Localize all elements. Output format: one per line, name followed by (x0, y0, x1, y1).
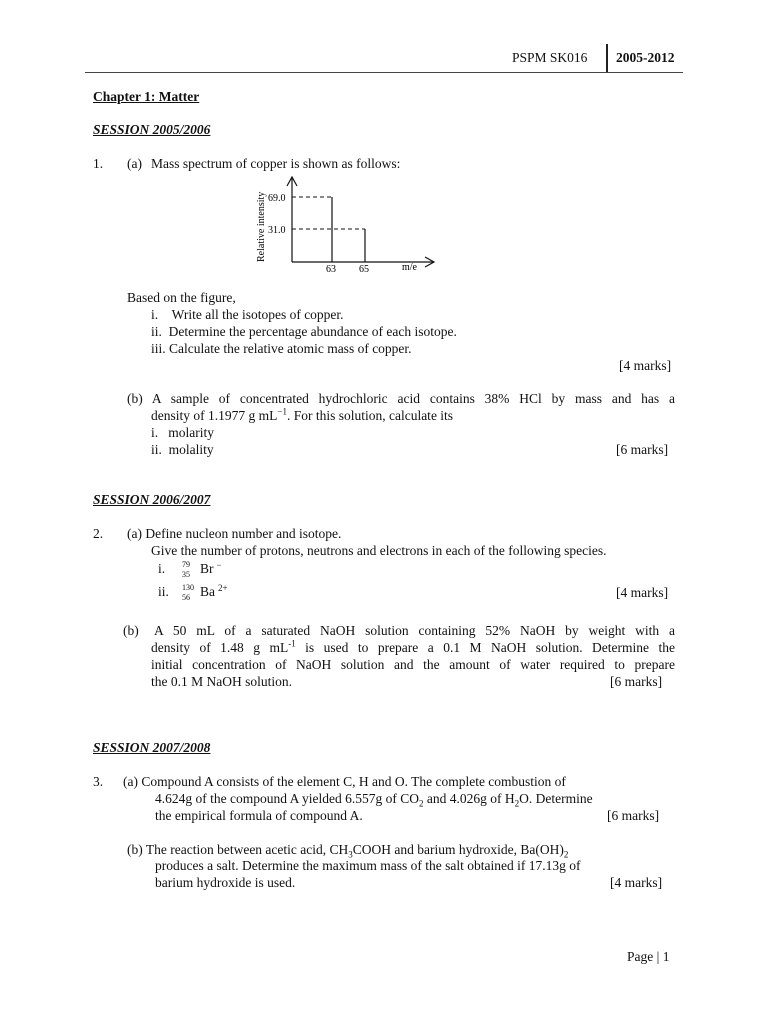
q2b-line2-post: is used to prepare a 0.1 M NaOH solution. Determine the (295, 640, 675, 655)
species-ba-symbol: Ba (200, 584, 215, 600)
q1-item-3: iii. Calculate the relative atomic mass of copper. (151, 341, 412, 356)
q3a-line2 (155, 791, 593, 809)
q3a-line3: the empirical formula of compound A. (155, 808, 363, 823)
x-tick-65: 65 (359, 264, 369, 275)
q2b-line2-sup: -1 (288, 638, 296, 649)
species-br-symbol: Br (200, 561, 214, 577)
species-br (158, 560, 222, 580)
species-br-mass: 79 (182, 560, 190, 569)
header-years: 2005-2012 (616, 50, 675, 65)
species-br-charge: − (216, 559, 222, 570)
q1-based-text: Based on the figure, (127, 290, 236, 305)
q3b-marks: [4 marks] (610, 875, 663, 890)
q1b-line2-sup: −1 (277, 406, 287, 417)
q3b-line1 (127, 842, 569, 860)
q1-item-2: ii. Determine the percentage abundance of each isotope. (151, 324, 457, 339)
species-br-numbers (182, 560, 198, 580)
q3b-line2: produces a salt. Determine the maximum mass of the salt obtained if 17.13g of (155, 858, 581, 873)
q3b-line1-p2: COOH and barium hydroxide, Ba(OH) (352, 842, 564, 857)
species-ba-numbers (182, 583, 198, 603)
header-rule (85, 72, 683, 73)
q3a-line2-p3: O. Determine (519, 791, 593, 806)
q1b-line2-post: . For this solution, calculate its (286, 408, 454, 423)
q3b-line3: barium hydroxide is used. (155, 875, 296, 890)
q1a-marks: [4 marks] (619, 358, 672, 373)
species-ba-mass: 130 (182, 583, 194, 592)
x-tick-63: 63 (326, 264, 336, 275)
species-br-atomic: 35 (182, 570, 190, 579)
q2-number: 2. (93, 526, 104, 541)
q1b-item-2: ii. molality (151, 442, 214, 457)
chapter-title: Chapter 1: Matter (93, 89, 200, 104)
q1b-line1: (b) A sample of concentrated hydrochloric acid contains 38% HCl by mass and has a (127, 391, 675, 406)
q1b-item-1: i. molarity (151, 425, 214, 440)
y-tick-31: 31.0 (268, 225, 286, 236)
y-tick-69: 69.0 (268, 193, 286, 204)
q3a-line2-s2: 2 (514, 798, 520, 809)
q3a-line2-p2: and 4.026g of H (423, 791, 515, 806)
q1-number: 1. (93, 156, 104, 171)
session-heading-1: SESSION 2005/2006 (93, 122, 211, 137)
q3a-line1: (a) Compound A consists of the element C, H and O. The complete combustion of (123, 774, 566, 789)
species-ba-atomic: 56 (182, 593, 190, 602)
y-axis-label: Relative intensity (256, 191, 267, 262)
x-axis-label: m/e (402, 262, 417, 273)
q2a-line1: (a) Define nucleon number and isotope. (127, 526, 342, 541)
q1b-line2-pre: density of 1.1977 g mL (151, 408, 278, 423)
q3a-marks: [6 marks] (607, 808, 660, 823)
q2b-line2-pre: density of 1.48 g mL (151, 640, 289, 655)
q1b-line2 (151, 406, 454, 423)
header-code: PSPM SK016 (512, 50, 588, 65)
species-br-label: i. (158, 561, 166, 577)
q3-number: 3. (93, 774, 104, 789)
mass-spectrum-figure (250, 172, 440, 277)
q1a-label: (a) (127, 156, 142, 171)
q1b-marks: [6 marks] (616, 442, 669, 457)
q3b-line1-s1: 3 (348, 849, 353, 860)
q3a-line2-s1: 2 (418, 798, 424, 809)
q2b-marks: [6 marks] (610, 674, 663, 689)
q1-item-3-text: Calculate the relative atomic mass of copper. (169, 341, 412, 356)
q3a-line2-p1: 4.624g of the compound A yielded 6.557g of CO (155, 791, 419, 806)
q2b-line2 (151, 638, 675, 655)
header-divider (606, 44, 608, 73)
q1-item-2-text: Determine the percentage abundance of each isotope. (168, 324, 457, 339)
q1-item-1: i. Write all the isotopes of copper. (151, 307, 344, 322)
species-ba-charge: 2+ (218, 582, 228, 593)
session-heading-3: SESSION 2007/2008 (93, 740, 211, 755)
q1-item-1-text: Write all the isotopes of copper. (171, 307, 344, 322)
species-ba (158, 583, 228, 603)
q2b-line3: initial concentration of NaOH solution and the amount of water required to prepare (151, 657, 675, 672)
q1a-text: Mass spectrum of copper is shown as follows: (151, 156, 401, 171)
q2a-marks: [4 marks] (616, 585, 669, 600)
species-ba-label: ii. (158, 584, 169, 600)
page-number: Page | 1 (627, 949, 670, 964)
q2a-line2: Give the number of protons, neutrons and electrons in each of the following species. (151, 543, 607, 558)
session-heading-2: SESSION 2006/2007 (93, 492, 211, 507)
q3b-line1-p1: (b) The reaction between acetic acid, CH (127, 842, 349, 857)
q2b-line1: A 50 mL of a saturated NaOH solution containing 52% NaOH by weight with a (154, 623, 675, 638)
q2b-label: (b) (123, 623, 139, 638)
q2b-line4: the 0.1 M NaOH solution. (151, 674, 292, 689)
q3b-line1-s2: 2 (563, 849, 569, 860)
